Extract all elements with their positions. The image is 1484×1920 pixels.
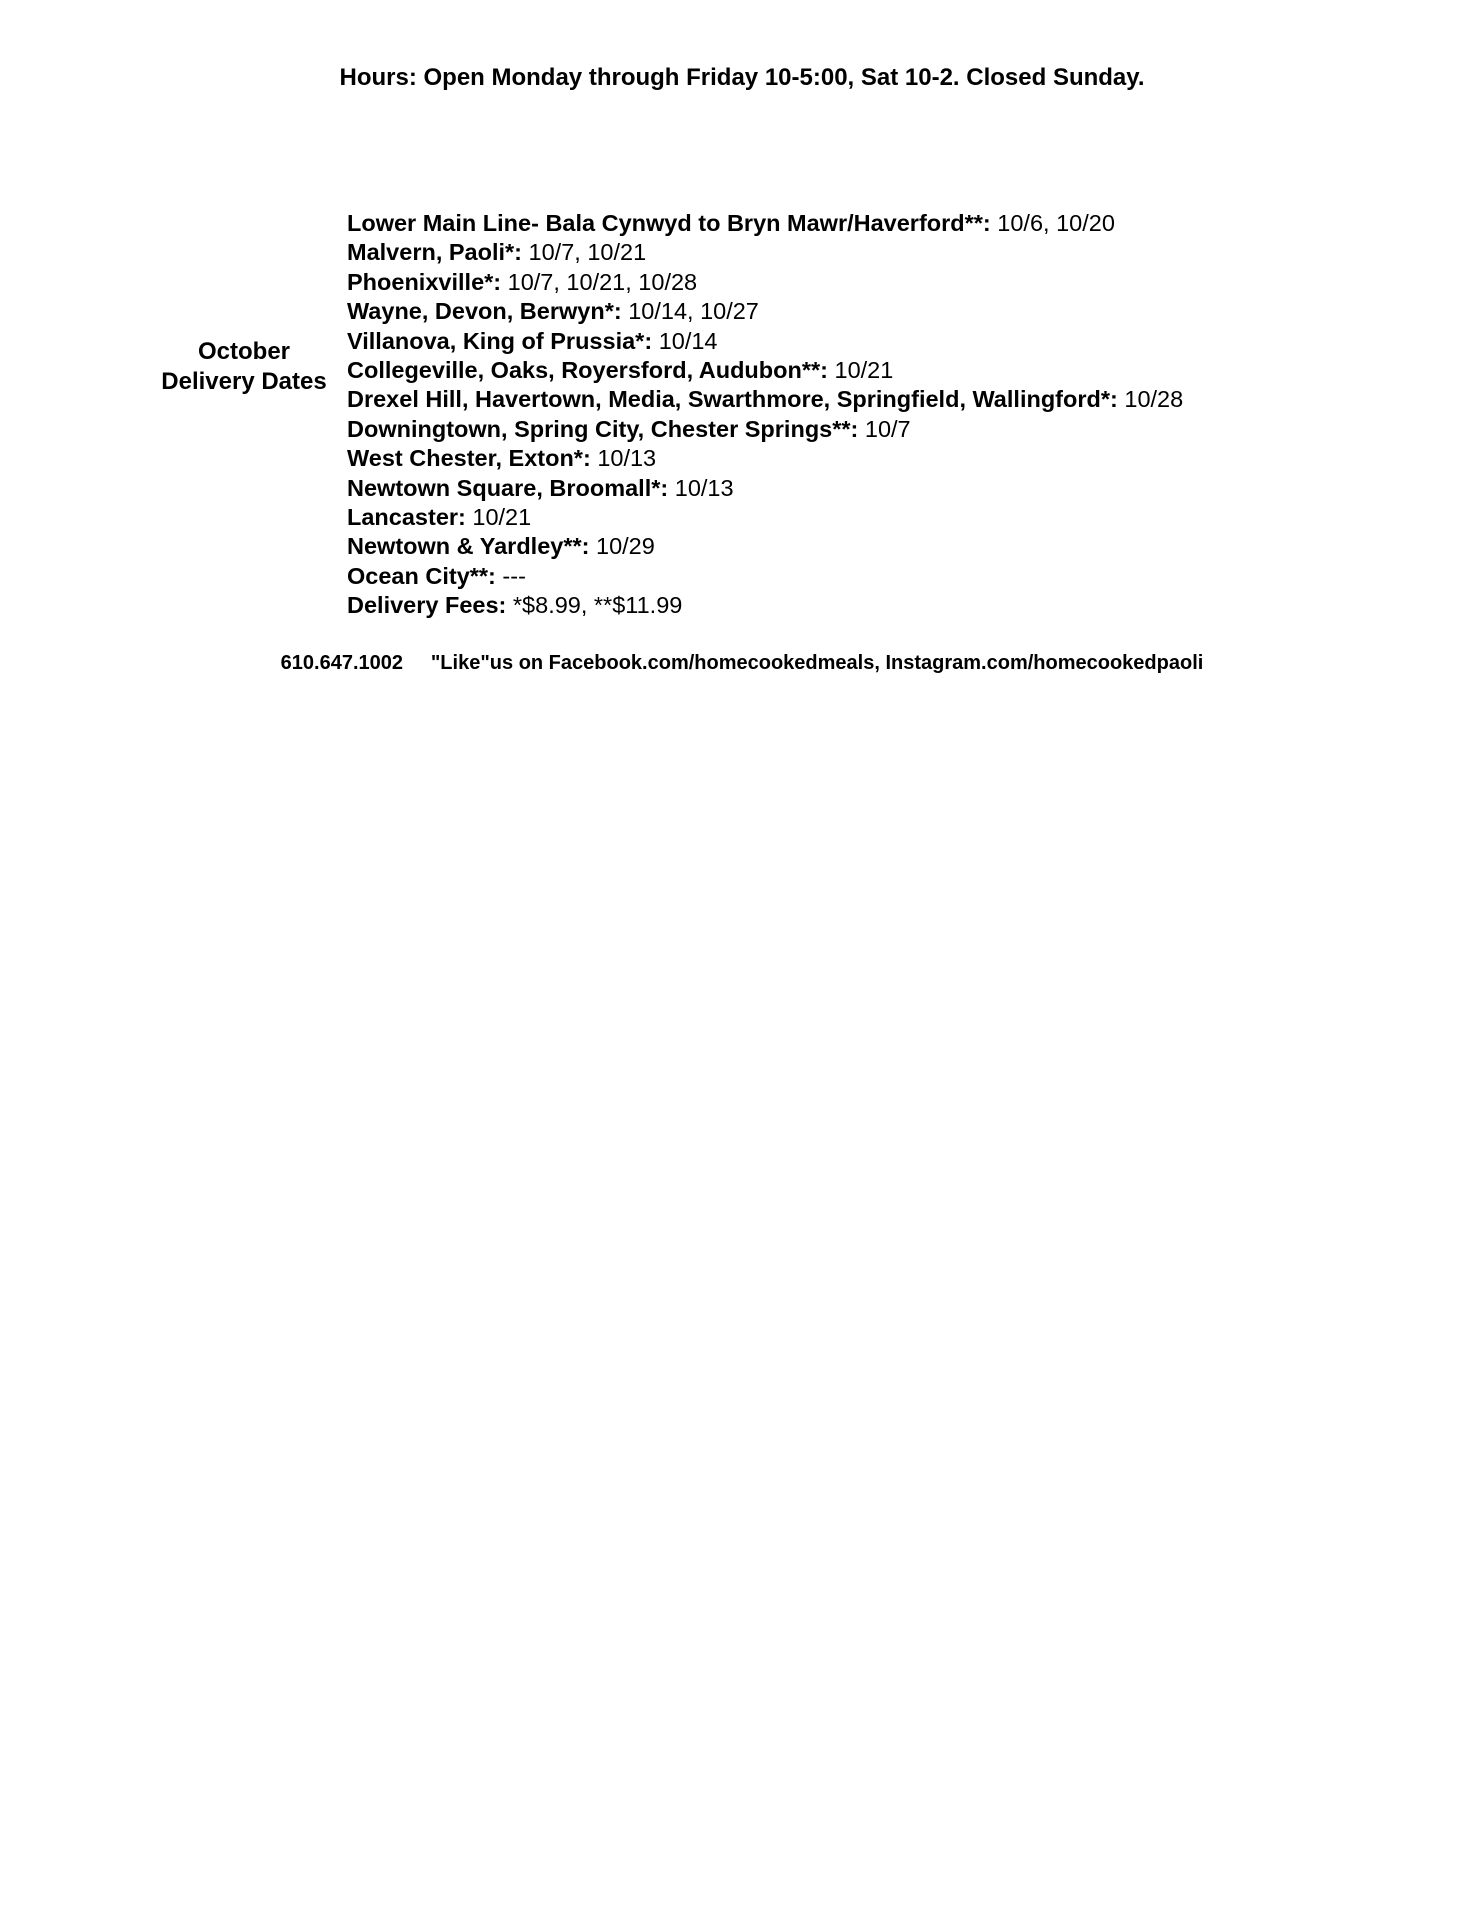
- delivery-area: Collegeville, Oaks, Royersford, Audubon**:: [347, 357, 828, 384]
- social-links: "Like"us on Facebook.com/homecookedmeals, Instagram.com/homecookedpaoli: [430, 652, 1204, 674]
- delivery-dates: 10/21: [472, 504, 532, 531]
- delivery-area: Ocean City**:: [347, 562, 496, 589]
- section-label-title: Delivery Dates: [161, 368, 327, 395]
- delivery-area: Newtown Square, Broomall*:: [347, 474, 669, 501]
- delivery-area: Wayne, Devon, Berwyn*:: [347, 298, 622, 325]
- delivery-area: Newtown & Yardley**:: [347, 533, 590, 560]
- delivery-area: Lancaster:: [347, 504, 466, 531]
- delivery-fees-row: [347, 591, 1447, 620]
- delivery-row: [347, 327, 1447, 356]
- delivery-row: [347, 532, 1447, 561]
- delivery-area: West Chester, Exton*:: [347, 445, 591, 472]
- delivery-dates: ---: [502, 562, 526, 589]
- delivery-row: [347, 562, 1447, 591]
- delivery-schedule-list: [347, 209, 1447, 621]
- delivery-dates: 10/14: [658, 327, 718, 354]
- delivery-area: Downingtown, Spring City, Chester Springs**:: [347, 415, 859, 442]
- delivery-dates: 10/28: [1124, 386, 1184, 413]
- delivery-fees-value: *$8.99, **$11.99: [512, 592, 683, 619]
- delivery-row: [347, 385, 1447, 414]
- store-hours: Hours: Open Monday through Friday 10-5:00, Sat 10-2. Closed Sunday.: [339, 64, 1145, 91]
- delivery-area: Villanova, King of Prussia*:: [347, 327, 653, 354]
- delivery-row: [347, 356, 1447, 385]
- delivery-row: [347, 415, 1447, 444]
- delivery-row: [347, 268, 1447, 297]
- delivery-dates: 10/6, 10/20: [997, 210, 1115, 236]
- delivery-row: [347, 297, 1447, 326]
- delivery-dates: 10/7, 10/21: [528, 239, 647, 266]
- delivery-area: Lower Main Line- Bala Cynwyd to Bryn Mawr/Haverford**:: [347, 210, 991, 236]
- phone-number: 610.647.1002: [280, 652, 404, 674]
- delivery-dates: 10/13: [674, 474, 734, 501]
- delivery-row: [347, 503, 1447, 532]
- delivery-row: [347, 209, 1447, 238]
- delivery-row: [347, 474, 1447, 503]
- delivery-row: [347, 238, 1447, 267]
- delivery-dates: 10/7, 10/21, 10/28: [507, 268, 698, 295]
- section-label: [152, 337, 336, 397]
- delivery-fees-label: Delivery Fees:: [347, 592, 507, 619]
- section-label-month: October: [197, 338, 290, 365]
- delivery-dates: 10/29: [596, 533, 655, 560]
- delivery-dates: 10/21: [834, 357, 894, 384]
- delivery-dates: 10/14, 10/27: [628, 298, 759, 325]
- delivery-dates: 10/7: [864, 415, 911, 442]
- delivery-area: Phoenixville*:: [347, 268, 502, 295]
- delivery-row: [347, 444, 1447, 473]
- delivery-area: Drexel Hill, Havertown, Media, Swarthmore, Springfield, Wallingford*:: [347, 386, 1118, 413]
- delivery-dates: 10/13: [597, 445, 657, 472]
- contact-footer: [0, 650, 1484, 676]
- delivery-area: Malvern, Paoli*:: [347, 239, 522, 266]
